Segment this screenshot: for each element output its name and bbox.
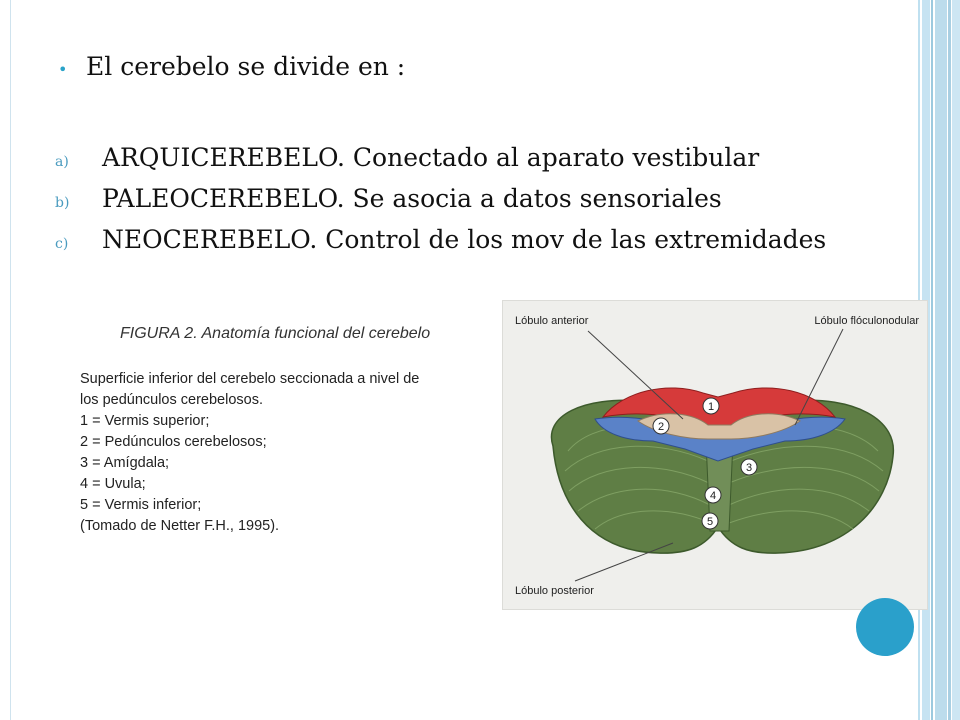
list-item-text: ARQUICEREBELO. Conectado al aparato vestibular <box>102 143 760 172</box>
cerebellum-drawing <box>503 301 927 609</box>
marker-3-label: 3 <box>745 462 753 474</box>
right-decor-stripe <box>931 0 933 720</box>
marker-1-label: 1 <box>707 401 715 413</box>
marker-2-label: 2 <box>657 421 665 433</box>
list-marker: c) <box>55 236 69 252</box>
marker-4-label: 4 <box>709 490 717 502</box>
cerebellum-illustration <box>502 300 928 610</box>
list-marker: b) <box>55 195 70 211</box>
caption-line: 5 = Vermis inferior; <box>80 497 202 513</box>
label-flocculonodular-lobe: Lóbulo flóculonodular <box>814 315 919 327</box>
caption-line: 2 = Pedúnculos cerebelosos; <box>80 434 267 450</box>
list-marker: a) <box>55 154 69 170</box>
accent-circle <box>856 598 914 656</box>
right-decor-stripe <box>952 0 960 720</box>
list-item <box>55 140 875 175</box>
label-posterior-lobe: Lóbulo posterior <box>515 585 594 597</box>
caption-line: Superficie inferior del cerebelo seccionada a nivel de <box>80 371 420 387</box>
right-decor-stripe <box>935 0 947 720</box>
caption-line: 1 = Vermis superior; <box>80 413 210 429</box>
list-item <box>55 181 875 216</box>
caption-line: 4 = Uvula; <box>80 476 146 492</box>
list-item-text: PALEOCEREBELO. Se asocia a datos sensoriales <box>102 184 722 213</box>
figure-caption <box>80 325 490 590</box>
list-item-text: NEOCEREBELO. Control de los mov de las extremidades <box>102 225 827 254</box>
list-item <box>55 222 875 257</box>
figure-title: FIGURA 2. Anatomía funcional del cerebelo <box>120 325 431 342</box>
intro-text: El cerebelo se divide en : <box>86 52 406 81</box>
bullet-dot-icon: • <box>58 60 68 79</box>
label-anterior-lobe: Lóbulo anterior <box>515 315 589 327</box>
left-border-line <box>10 0 11 720</box>
pointer-posterior <box>575 543 673 581</box>
caption-line: los pedúnculos cerebelosos. <box>80 392 263 408</box>
right-decor-stripe <box>948 0 951 720</box>
division-list <box>55 140 875 263</box>
caption-line: 3 = Amígdala; <box>80 455 170 471</box>
intro-bullet <box>58 52 405 81</box>
marker-5-label: 5 <box>706 516 714 528</box>
caption-line: (Tomado de Netter F.H., 1995). <box>80 518 280 534</box>
